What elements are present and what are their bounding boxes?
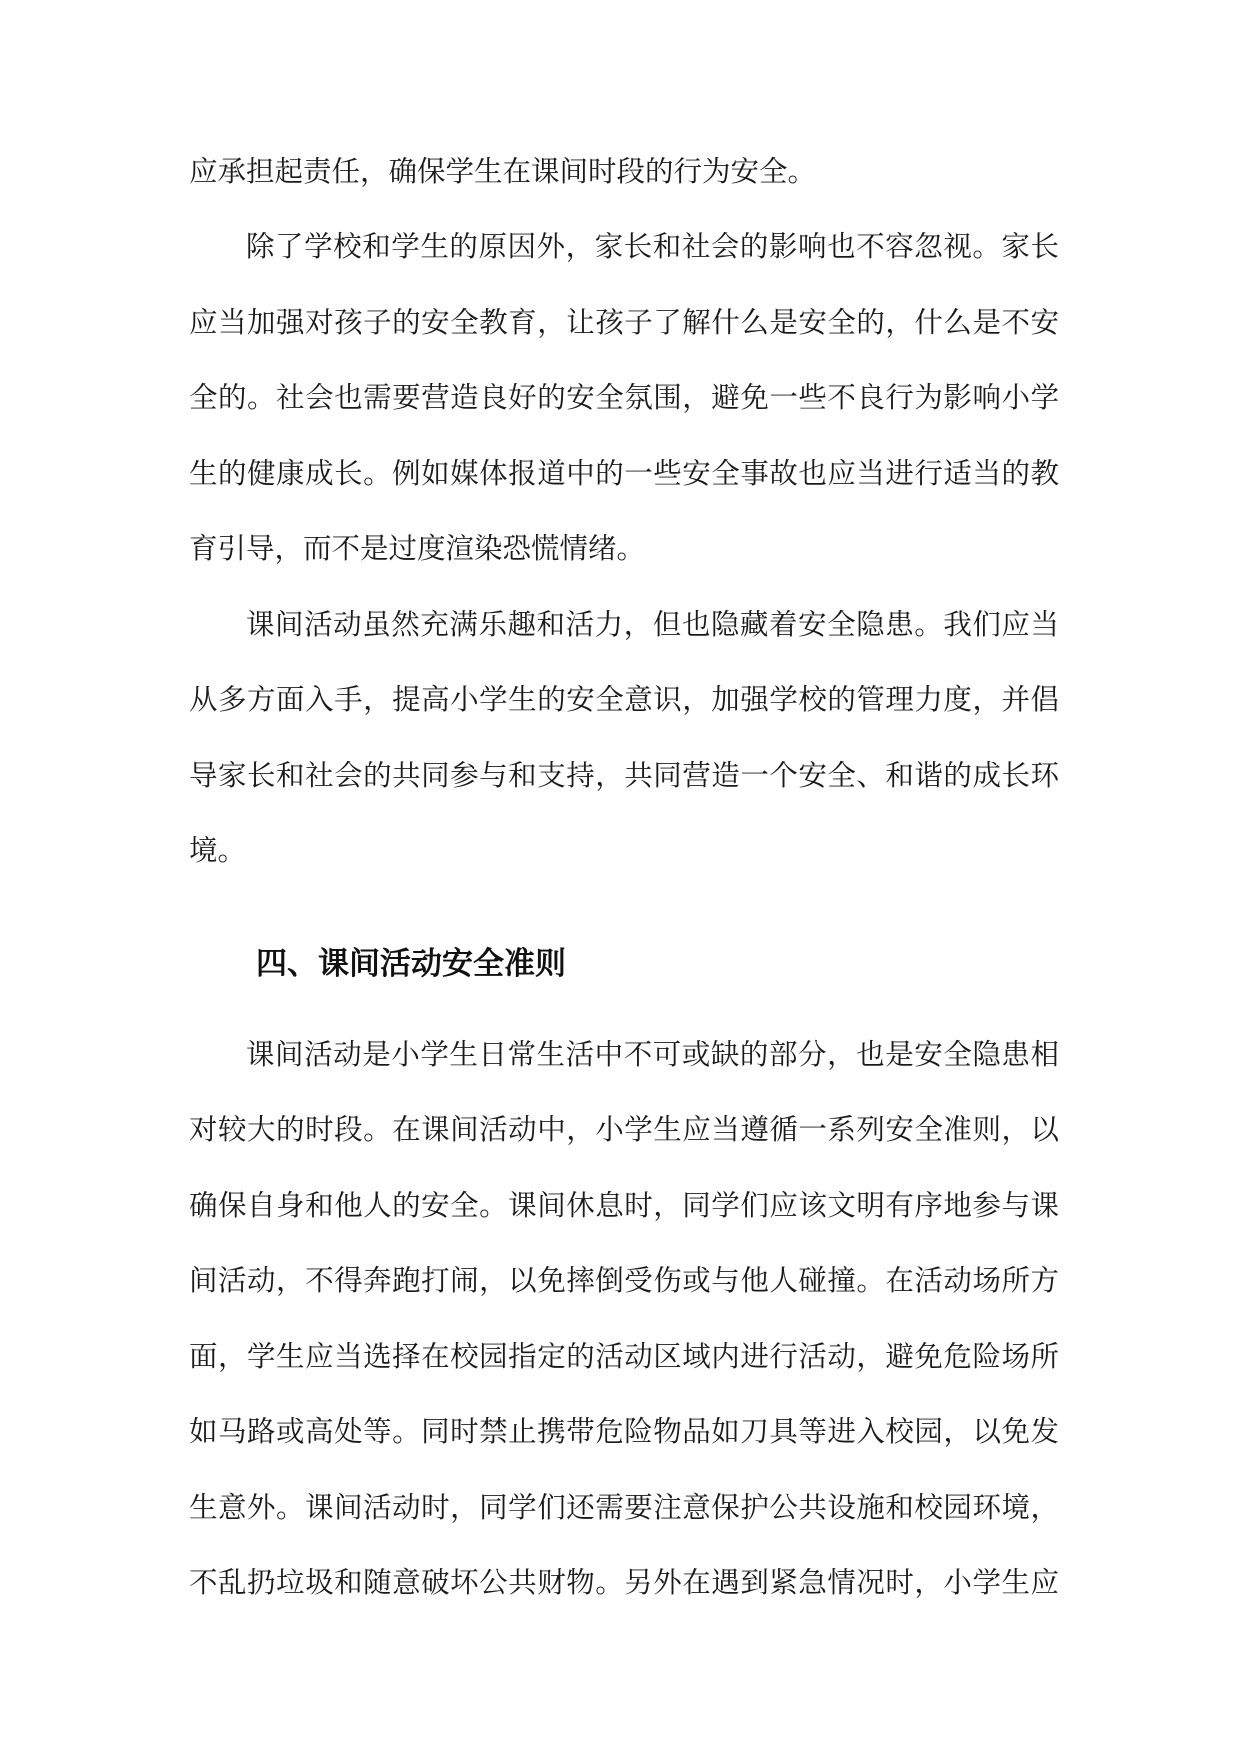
text-line: 如马路或高处等。同时禁止携带危险物品如刀具等进入校园，以免发: [189, 1415, 1059, 1448]
text-line: 除了学校和学生的原因外，家长和社会的影响也不容忽视。家长: [246, 230, 1059, 263]
text-line: 育引导，而不是过度渲染恐慌情绪。: [189, 532, 646, 565]
section-heading: 四、课间活动安全准则: [256, 946, 566, 982]
text-line: 对较大的时段。在课间活动中，小学生应当遵循一系列安全准则，以: [189, 1113, 1059, 1146]
text-line: 课间活动虽然充满乐趣和活力，但也隐藏着安全隐患。我们应当: [246, 608, 1059, 641]
text-line: 从多方面入手，提高小学生的安全意识，加强学校的管理力度，并倡: [189, 683, 1059, 716]
text-line: 全的。社会也需要营造良好的安全氛围，避免一些不良行为影响小学: [189, 381, 1059, 414]
text-line: 生意外。课间活动时，同学们还需要注意保护公共设施和校园环境，: [189, 1491, 1059, 1524]
text-line: 生的健康成长。例如媒体报道中的一些安全事故也应当进行适当的教: [189, 457, 1059, 490]
text-line: 不乱扔垃圾和随意破坏公共财物。另外在遇到紧急情况时，小学生应: [189, 1566, 1059, 1599]
text-line: 课间活动是小学生日常生活中不可或缺的部分，也是安全隐患相: [246, 1038, 1059, 1071]
text-line: 确保自身和他人的安全。课间休息时，同学们应该文明有序地参与课: [189, 1189, 1059, 1222]
text-line: 间活动，不得奔跑打闹，以免摔倒受伤或与他人碰撞。在活动场所方: [189, 1264, 1059, 1297]
text-line: 面，学生应当选择在校园指定的活动区域内进行活动，避免危险场所: [189, 1340, 1059, 1373]
text-line: 应承担起责任，确保学生在课间时段的行为安全。: [189, 155, 817, 188]
text-line: 境。: [189, 834, 247, 867]
text-line: 应当加强对孩子的安全教育，让孩子了解什么是安全的，什么是不安: [189, 306, 1059, 339]
text-line: 导家长和社会的共同参与和支持，共同营造一个安全、和谐的成长环: [189, 759, 1059, 792]
